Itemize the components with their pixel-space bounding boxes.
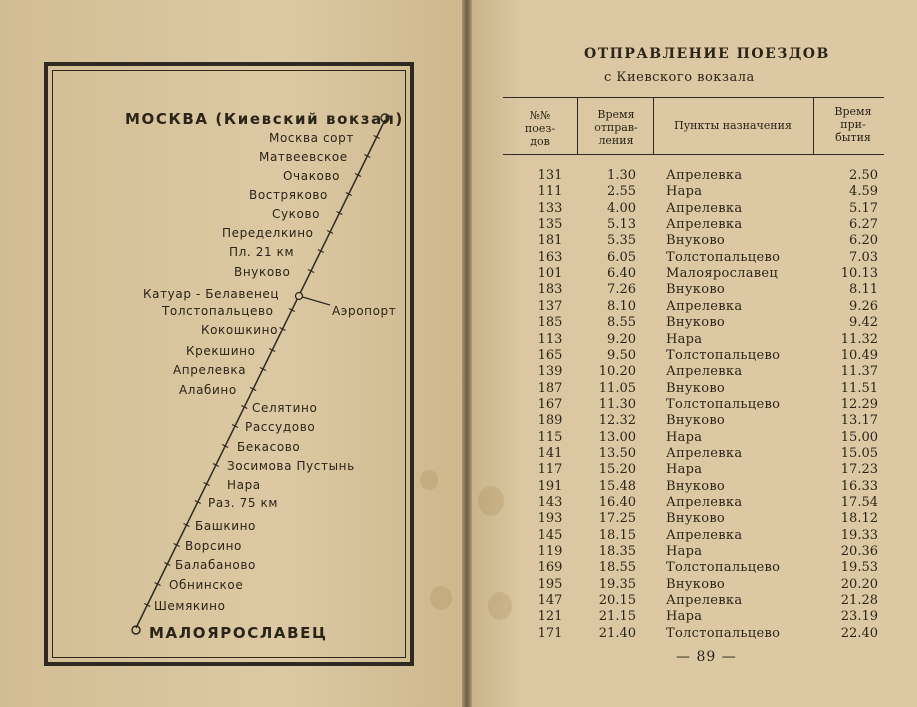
train-number: 193 — [537, 511, 563, 527]
header-line: при- — [840, 118, 866, 131]
departure-time: 9.20 — [607, 331, 636, 347]
arrival-time: 6.20 — [849, 233, 878, 249]
station-label: Крекшино — [186, 344, 256, 358]
train-number: 183 — [537, 282, 563, 298]
arrival-time: 11.32 — [840, 331, 878, 347]
departure-time: 9.50 — [607, 347, 636, 363]
table-row — [500, 315, 890, 331]
arrival-time: 19.53 — [840, 560, 878, 576]
destination: Апрелевка — [666, 200, 743, 216]
arrival-time: 15.05 — [840, 445, 878, 461]
arrival-time: 6.27 — [849, 217, 878, 233]
departure-time: 20.15 — [598, 593, 636, 609]
arrival-time: 10.49 — [840, 347, 878, 363]
header-line: Время — [597, 108, 635, 121]
train-number: 191 — [537, 478, 563, 494]
destination: Толстопальцево — [666, 625, 781, 641]
table-row — [500, 479, 890, 495]
departure-time: 12.32 — [598, 413, 636, 429]
destination: Толстопальцево — [666, 249, 781, 265]
train-number: 131 — [537, 168, 563, 183]
header-divider — [577, 98, 578, 154]
train-number: 141 — [537, 445, 563, 461]
departure-time: 16.40 — [598, 495, 636, 510]
departure-time: 5.13 — [607, 217, 636, 233]
station-label: Толстопальцево — [162, 304, 274, 318]
header-line: ления — [598, 134, 634, 147]
train-number: 185 — [537, 315, 563, 331]
header-line: бытия — [835, 131, 871, 144]
arrival-time: 7.03 — [849, 249, 878, 265]
destination: Нара — [666, 331, 703, 347]
page-number: — 89 — — [676, 649, 737, 665]
station-label: Селятино — [252, 401, 318, 415]
table-row — [500, 217, 890, 233]
table-row — [500, 184, 890, 200]
header-line: отправ- — [594, 121, 638, 134]
station-label: Очаково — [283, 169, 341, 183]
station-label: Зосимова Пустынь — [227, 459, 355, 473]
table-row — [500, 201, 890, 217]
station-label: Башкино — [195, 519, 257, 533]
train-number: 195 — [537, 576, 563, 592]
header-line: поез- — [524, 122, 556, 135]
arrival-time: 2.50 — [849, 168, 878, 183]
header-line: Пункты назначения — [674, 119, 792, 132]
destination: Внуково — [666, 413, 726, 429]
arrival-time: 17.23 — [840, 462, 878, 478]
train-number: 143 — [537, 495, 563, 510]
departure-time: 1.30 — [607, 168, 636, 183]
destination: Толстопальцево — [666, 560, 781, 576]
table-row — [500, 511, 890, 527]
table-row — [500, 626, 890, 642]
arrival-time: 22.40 — [840, 625, 878, 641]
destination: Малоярославец — [666, 266, 779, 282]
destination: Внуково — [666, 282, 726, 298]
train-number: 163 — [537, 249, 563, 265]
arrival-time: 5.17 — [849, 200, 878, 216]
departure-time: 18.15 — [598, 527, 636, 543]
header-rule-bottom — [503, 154, 884, 155]
departure-time: 2.55 — [607, 184, 636, 200]
train-number: 121 — [537, 609, 563, 625]
departure-time: 18.55 — [598, 560, 636, 576]
arrival-time: 10.13 — [840, 266, 878, 282]
departure-time: 13.00 — [598, 429, 636, 445]
station-label: Раз. 75 км — [208, 496, 278, 510]
departure-time: 8.55 — [607, 315, 636, 331]
table-row — [500, 495, 890, 511]
table-row — [500, 430, 890, 446]
header-line: №№ — [529, 109, 551, 122]
destination: Апрелевка — [666, 495, 743, 510]
destination: Апрелевка — [666, 217, 743, 233]
train-number: 115 — [537, 429, 563, 445]
train-number: 139 — [537, 364, 563, 380]
destination: Нара — [666, 609, 703, 625]
station-label: Пл. 21 км — [229, 245, 295, 259]
destination: Нара — [666, 544, 703, 560]
header-line: дов — [530, 135, 550, 148]
arrival-time: 19.33 — [840, 527, 878, 543]
departure-time: 17.25 — [598, 511, 636, 527]
destination: Толстопальцево — [666, 347, 781, 363]
table-row — [500, 299, 890, 315]
train-number: 133 — [537, 200, 563, 216]
table-row — [500, 381, 890, 397]
station-label: Кокошкино — [201, 323, 279, 337]
train-number: 167 — [537, 396, 563, 412]
destination: Внуково — [666, 511, 726, 527]
train-number: 189 — [537, 413, 563, 429]
table-row — [500, 348, 890, 364]
departure-time: 6.40 — [607, 266, 636, 282]
departure-time: 15.20 — [598, 462, 636, 478]
train-number: 135 — [537, 217, 563, 233]
departure-time: 10.20 — [598, 364, 636, 380]
station-label: Обнинское — [169, 578, 244, 592]
station-label: Алабино — [179, 383, 237, 397]
train-number: 169 — [537, 560, 563, 576]
arrival-time: 4.59 — [849, 184, 878, 200]
arrival-time: 21.28 — [840, 593, 878, 609]
arrival-time: 18.12 — [840, 511, 878, 527]
station-label: Балабаново — [175, 558, 256, 572]
arrival-time: 9.26 — [849, 298, 878, 314]
arrival-time: 16.33 — [840, 478, 878, 494]
header-line: Время — [834, 105, 872, 118]
timetable-subtitle: с Киевского вокзала — [604, 70, 755, 85]
table-row — [500, 593, 890, 609]
table-row — [500, 397, 890, 413]
destination: Апрелевка — [666, 593, 743, 609]
train-number: 137 — [537, 298, 563, 314]
train-number: 111 — [537, 184, 563, 200]
train-number: 101 — [537, 266, 563, 282]
train-number: 145 — [537, 527, 563, 543]
table-row — [500, 168, 890, 184]
header-rule-top — [503, 97, 884, 98]
table-row — [500, 446, 890, 462]
train-number: 187 — [537, 380, 563, 396]
departure-time: 7.26 — [607, 282, 636, 298]
destination: Внуково — [666, 478, 726, 494]
departure-time: 6.05 — [607, 249, 636, 265]
departure-time: 21.40 — [598, 625, 636, 641]
table-row — [500, 528, 890, 544]
departure-time: 13.50 — [598, 445, 636, 461]
table-row — [500, 609, 890, 625]
table-row — [500, 332, 890, 348]
departure-time: 21.15 — [598, 609, 636, 625]
destination: Апрелевка — [666, 298, 743, 314]
table-row — [500, 282, 890, 298]
table-row — [500, 577, 890, 593]
table-row — [500, 544, 890, 560]
destination: Внуково — [666, 576, 726, 592]
table-row — [500, 462, 890, 478]
station-label: Шемякино — [154, 599, 226, 613]
station-label: МАЛОЯРОСЛАВЕЦ — [149, 624, 328, 642]
destination: Толстопальцево — [666, 396, 781, 412]
table-row — [500, 364, 890, 380]
station-label: Нара — [227, 478, 261, 492]
departure-time: 4.00 — [607, 200, 636, 216]
destination: Внуково — [666, 233, 726, 249]
arrival-time: 8.11 — [849, 282, 878, 298]
airport-branch — [299, 296, 330, 305]
departure-time: 18.35 — [598, 544, 636, 560]
station-label: Матвеевское — [259, 150, 348, 164]
station-label: Аэропорт — [332, 304, 397, 318]
station-label: Апрелевка — [173, 363, 247, 377]
arrival-time: 12.29 — [840, 396, 878, 412]
table-row — [500, 413, 890, 429]
departure-time: 5.35 — [607, 233, 636, 249]
train-number: 147 — [537, 593, 563, 609]
arrival-time: 20.36 — [840, 544, 878, 560]
train-number: 117 — [537, 462, 563, 478]
arrival-time: 20.20 — [840, 576, 878, 592]
table-row — [500, 266, 890, 282]
departure-time: 11.30 — [598, 396, 636, 412]
station-label: Суково — [272, 207, 321, 221]
header-divider — [813, 98, 814, 154]
station-label: Катуар - Белавенец — [143, 287, 280, 301]
station-label: МОСКВА (Киевский вокзал) — [125, 110, 404, 128]
destination: Апрелевка — [666, 364, 743, 380]
destination: Апрелевка — [666, 168, 743, 183]
junction-icon — [296, 293, 303, 300]
station-label: Ворсино — [185, 539, 242, 553]
destination: Апрелевка — [666, 527, 743, 543]
departure-time: 8.10 — [607, 298, 636, 314]
timetable-title: ОТПРАВЛЕНИЕ ПОЕЗДОВ — [584, 46, 830, 62]
table-row — [500, 560, 890, 576]
arrival-time: 23.19 — [840, 609, 878, 625]
station-label: Москва сорт — [269, 131, 354, 145]
arrival-time: 9.42 — [849, 315, 878, 331]
destination: Нара — [666, 429, 703, 445]
train-number: 119 — [537, 544, 563, 560]
table-row — [500, 233, 890, 249]
arrival-time: 11.37 — [840, 364, 878, 380]
arrival-time: 13.17 — [840, 413, 878, 429]
arrival-time: 15.00 — [840, 429, 878, 445]
departure-time: 19.35 — [598, 576, 636, 592]
arrival-time: 11.51 — [840, 380, 878, 396]
station-label: Рассудово — [245, 420, 316, 434]
arrival-time: 17.54 — [840, 495, 878, 510]
station-label: Внуково — [234, 265, 291, 279]
train-number: 113 — [537, 331, 563, 347]
destination: Апрелевка — [666, 445, 743, 461]
header-divider — [653, 98, 654, 154]
destination: Нара — [666, 184, 703, 200]
station-label: Востряково — [249, 188, 329, 202]
destination: Внуково — [666, 315, 726, 331]
train-number: 165 — [537, 347, 563, 363]
train-number: 181 — [537, 233, 563, 249]
departure-time: 15.48 — [598, 478, 636, 494]
destination: Внуково — [666, 380, 726, 396]
table-row — [500, 250, 890, 266]
station-label: Бекасово — [237, 440, 301, 454]
destination: Нара — [666, 462, 703, 478]
station-label: Переделкино — [222, 226, 314, 240]
departure-time: 11.05 — [598, 380, 636, 396]
train-number: 171 — [537, 625, 563, 641]
